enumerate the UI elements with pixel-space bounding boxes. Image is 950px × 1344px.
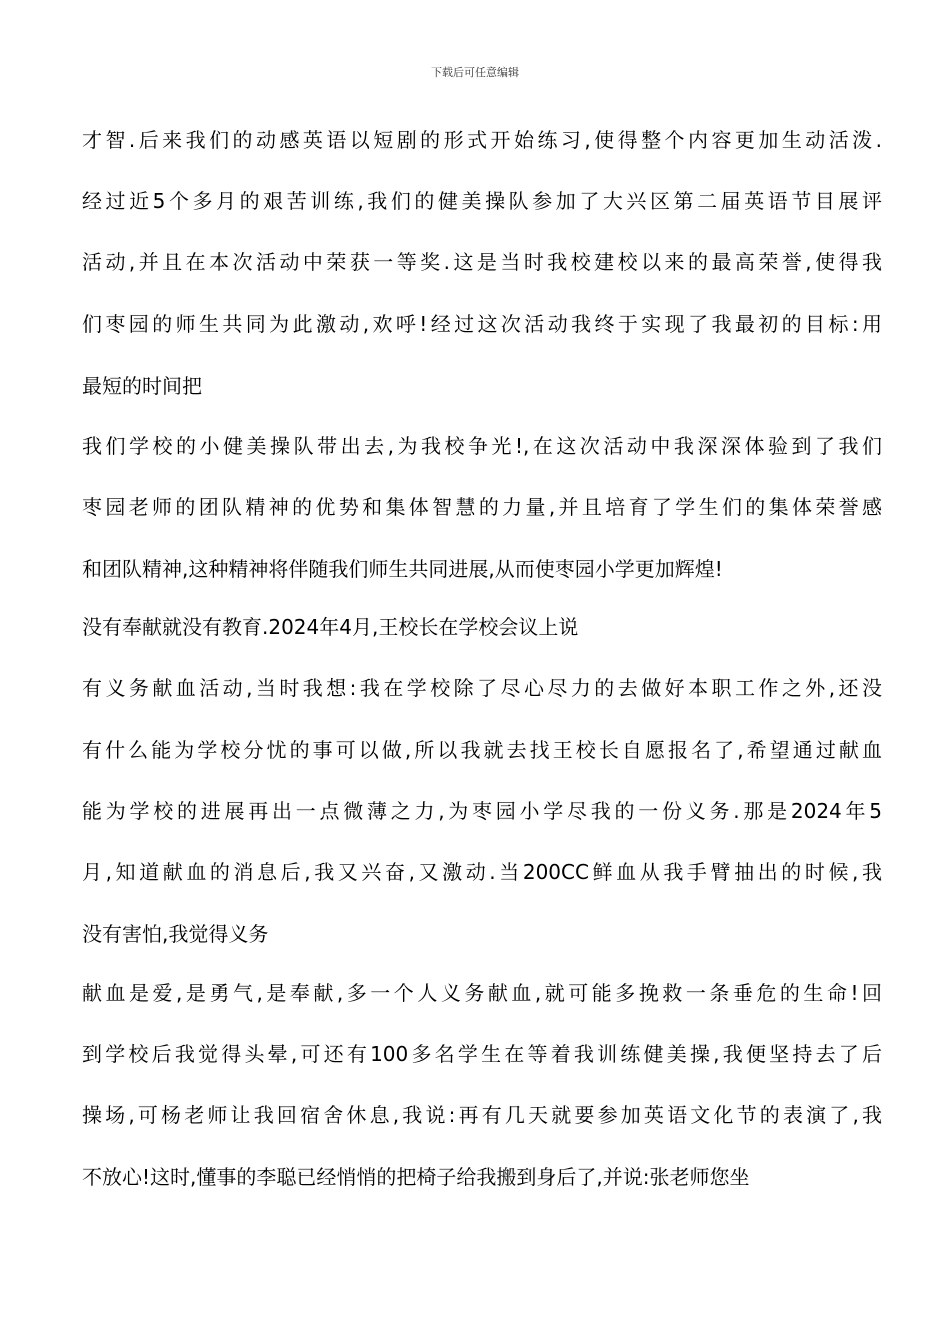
text-line: 操场,可杨老师让我回宿舍休息,我说:再有几天就要参加英语文化节的表演了,我 xyxy=(82,1103,882,1127)
text-line: 有义务献血活动,当时我想:我在学校除了尽心尽力的去做好本职工作之外,还没 xyxy=(82,676,882,700)
text-line: 不放心!这时,懂事的李聪已经悄悄的把椅子给我搬到身后了,并说:张老师您坐 xyxy=(82,1165,750,1189)
text-line: 活动,并且在本次活动中荣获一等奖.这是当时我校建校以来的最高荣誉,使得我 xyxy=(82,250,882,274)
text-line: 们枣园的师生共同为此激动,欢呼!经过这次活动我终于实现了我最初的目标:用 xyxy=(82,312,882,336)
text-line: 没有害怕,我觉得义务 xyxy=(82,922,269,946)
page-header: 下载后可任意编辑 xyxy=(431,66,519,79)
text-line: 月,知道献血的消息后,我又兴奋,又激动.当200CC鲜血从我手臂抽出的时候,我 xyxy=(82,860,882,884)
text-line: 才智.后来我们的动感英语以短剧的形式开始练习,使得整个内容更加生动活泼. xyxy=(82,128,882,152)
text-line: 和团队精神,这种精神将伴随我们师生共同进展,从而使枣园小学更加辉煌! xyxy=(82,557,723,581)
text-line: 经过近5个多月的艰苦训练,我们的健美操队参加了大兴区第二届英语节目展评 xyxy=(82,189,882,213)
text-line: 有什么能为学校分忧的事可以做,所以我就去找王校长自愿报名了,希望通过献血 xyxy=(82,738,882,762)
text-line: 到学校后我觉得头晕,可还有100多名学生在等着我训练健美操,我便坚持去了后 xyxy=(82,1042,882,1066)
text-line: 最短的时间把 xyxy=(82,374,202,398)
text-line: 没有奉献就没有教育.2024年4月,王校长在学校会议上说 xyxy=(82,615,579,639)
text-line: 能为学校的进展再出一点微薄之力,为枣园小学尽我的一份义务.那是2024年5 xyxy=(82,799,882,823)
text-line: 献血是爱,是勇气,是奉献,多一个人义务献血,就可能多挽救一条垂危的生命!回 xyxy=(82,981,882,1005)
text-line: 枣园老师的团队精神的优势和集体智慧的力量,并且培育了学生们的集体荣誉感 xyxy=(82,495,882,519)
text-line: 我们学校的小健美操队带出去,为我校争光!,在这次活动中我深深体验到了我们 xyxy=(82,434,882,458)
